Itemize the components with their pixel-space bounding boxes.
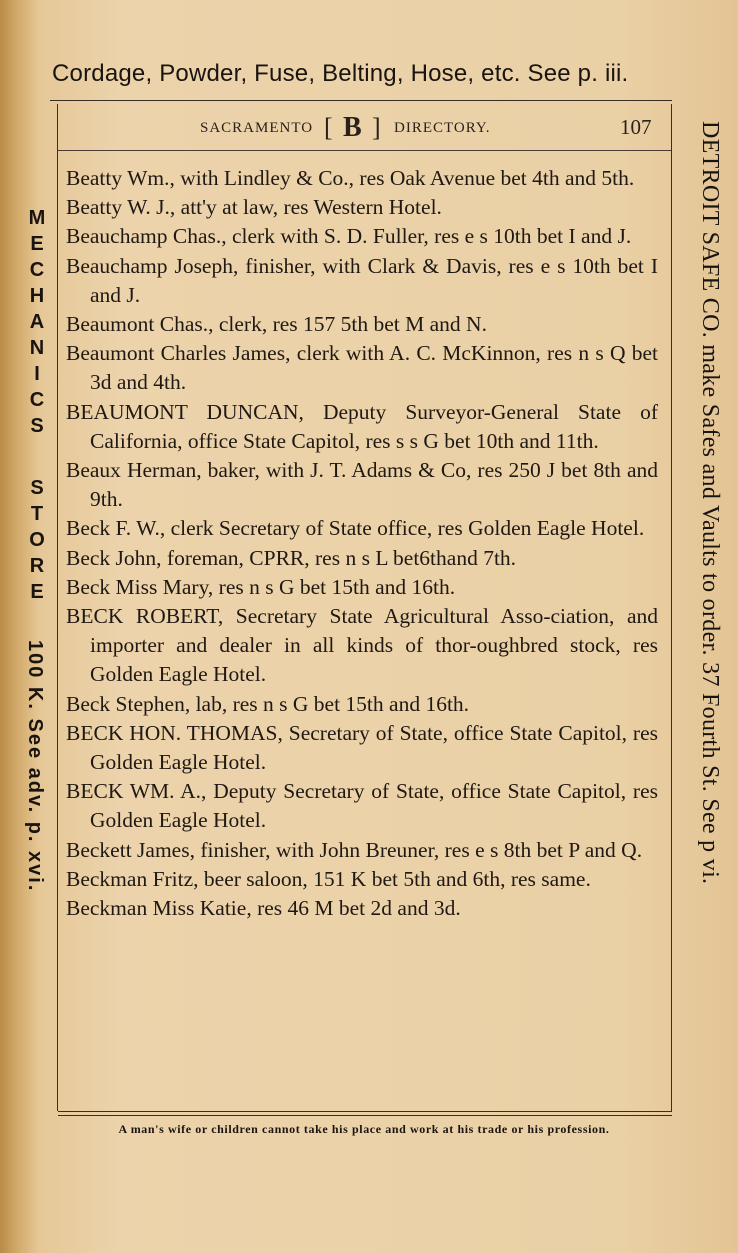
running-head-title: DIRECTORY.	[394, 120, 491, 136]
running-head-letter: B	[343, 112, 363, 143]
directory-entry: Beauchamp Chas., clerk with S. D. Fuller, res e s 10th bet I and J.	[66, 224, 632, 249]
left-ad-letter: E	[30, 233, 44, 255]
header-rule	[58, 150, 671, 151]
directory-entry: Beaux Herman, baker, with J. T. Adams & Co, res 250 J bet 8th and 9th.	[66, 458, 658, 512]
directory-entry: Beck Miss Mary, res n s G bet 15th and 16th.	[66, 574, 456, 599]
right-margin-advertisement	[697, 121, 723, 885]
left-ad-letter: R	[29, 555, 45, 577]
left-ad-letter: I	[34, 363, 40, 385]
left-ad-letter: E	[30, 581, 44, 603]
top-advertisement: Cordage, Powder, Fuse, Belting, Hose, etc. See p. iii.	[52, 60, 629, 87]
page-number: 107	[620, 115, 652, 139]
frame-right-rule	[671, 104, 672, 1111]
left-ad-rotated-text: 100 K. See adv. p. xvi.	[24, 640, 46, 893]
directory-entry: Beatty W. J., att'y at law, res Western Hotel.	[66, 195, 442, 220]
directory-entry: Beaumont Chas., clerk, res 157 5th bet M and N.	[66, 312, 487, 337]
directory-entries	[66, 164, 658, 923]
directory-entry: Beck John, foreman, CPRR, res n s L bet6thand 7th.	[66, 545, 517, 570]
directory-entry: BECK HON. THOMAS, Secretary of State, office State Capitol, res Golden Eagle Hotel.	[66, 720, 658, 775]
left-ad-letter: O	[29, 529, 45, 551]
bottom-rule	[58, 1111, 672, 1112]
left-ad-letter: S	[30, 477, 44, 499]
directory-entry: BECK ROBERT, Secretary State Agricultural Asso-ciation, and importer and dealer in all kinds of thor-oughbred stock, res Golden Eagle Hotel.	[66, 604, 658, 687]
right-ad-text: DETROIT SAFE CO. make Safes and Vaults to order. 37 Fourth St. See p vi.	[697, 121, 723, 885]
left-ad-letter: S	[30, 415, 44, 437]
directory-entry: Beauchamp Joseph, finisher, with Clark & Davis, res e s 10th bet I and J.	[66, 253, 658, 307]
running-head-city: SACRAMENTO	[200, 120, 314, 136]
directory-entry: Beck Stephen, lab, res n s G bet 15th and 16th.	[66, 691, 470, 716]
left-ad-letter: C	[29, 389, 45, 411]
directory-entry: Beckett James, finisher, with John Breuner, res e s 8th bet P and Q.	[66, 837, 643, 862]
left-ad-letter: T	[30, 503, 44, 525]
directory-entry: BECK WM. A., Deputy Secretary of State, office State Capitol, res Golden Eagle Hotel.	[66, 779, 658, 833]
directory-entry: Beckman Fritz, beer saloon, 151 K bet 5th and 6th, res same.	[66, 866, 591, 891]
bottom-rule-thin	[58, 1115, 672, 1116]
directory-entry: Beaumont Charles James, clerk with A. C. McKinnon, res n s Q bet 3d and 4th.	[66, 341, 658, 395]
left-ad-letter: M	[28, 207, 46, 229]
top-rule	[50, 100, 672, 101]
running-head	[196, 113, 666, 143]
left-ad-letter: A	[29, 311, 45, 333]
left-margin-advertisement	[15, 205, 59, 1005]
left-ad-letter: H	[29, 285, 45, 307]
directory-entry: BEAUMONT DUNCAN, Deputy Surveyor-General State of California, office State Capitol, res s s G bet 10th and 11th.	[66, 399, 658, 453]
running-head-right-bracket: ]	[372, 113, 382, 142]
directory-entry: Beckman Miss Katie, res 46 M bet 2d and 3d.	[66, 896, 461, 921]
directory-entry: Beatty Wm., with Lindley & Co., res Oak Avenue bet 4th and 5th.	[66, 166, 635, 190]
bottom-note: A man's wife or children cannot take his place and work at his trade or his profession.	[118, 1122, 610, 1136]
running-head-left-bracket: [	[324, 113, 334, 142]
directory-entry: Beck F. W., clerk Secretary of State office, res Golden Eagle Hotel.	[66, 516, 645, 541]
left-ad-letter: N	[29, 337, 45, 359]
left-ad-letter: C	[29, 259, 45, 281]
